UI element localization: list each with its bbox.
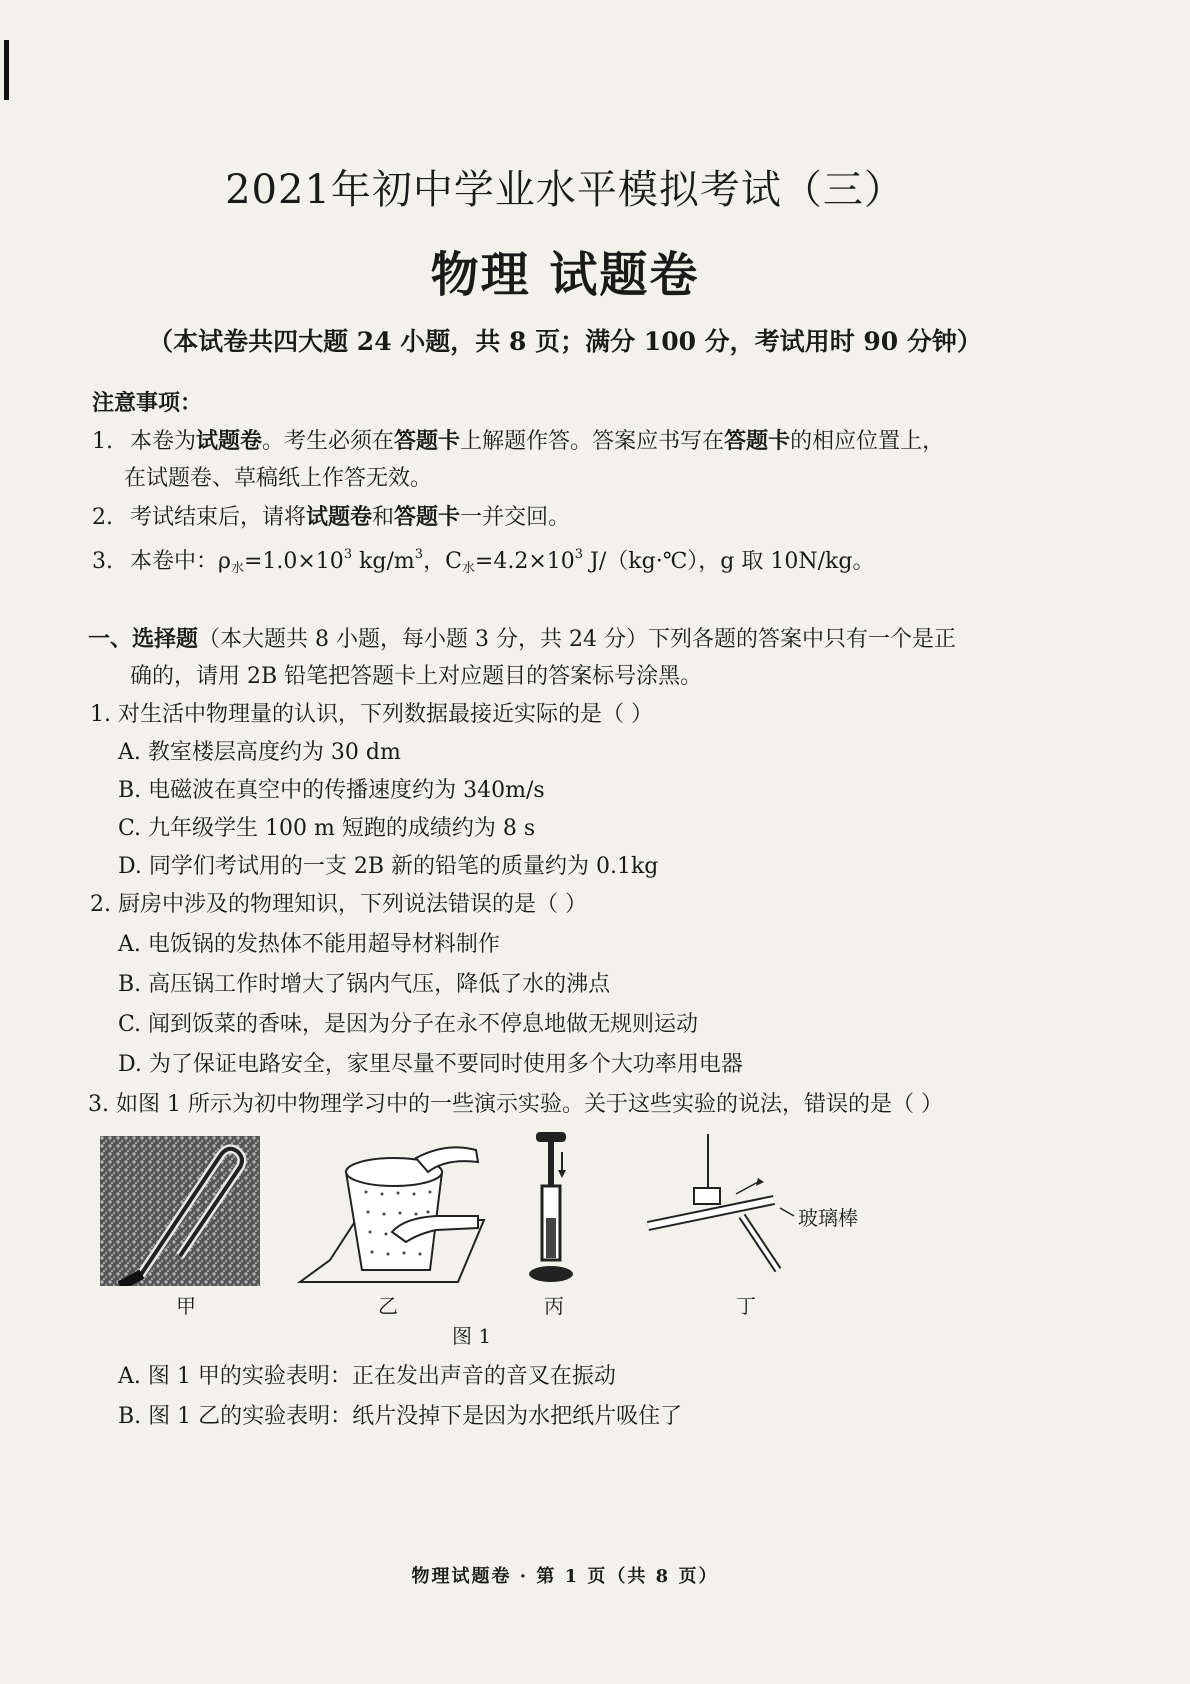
figure-jia-tuning-fork [100,1136,260,1286]
section-label: 一、选择题 [88,626,199,652]
figure-label-yi: 乙 [378,1294,398,1318]
figure-label-ding: 丁 [736,1294,756,1318]
question-2-option-c: C. 闻到饭菜的香味，是因为分子在永不停息地做无规则运动 [118,1012,699,1037]
note-text: 上解题作答。答案应书写在 [460,429,725,454]
note-text: =1.0×10 [243,549,344,574]
note-emphasis: 试题卷 [196,428,263,454]
note-text: ，C [423,549,462,574]
note-number: 1. [92,429,113,454]
figure-label-bing: 丙 [544,1294,564,1318]
note-text: kg/m [352,549,415,574]
exam-title: 2021年初中学业水平模拟考试（三） [225,167,905,213]
subscript: 水 [230,561,244,576]
note-emphasis: 试题卷 [306,504,373,530]
question-3-stem: 3. 如图 1 所示为初中物理学习中的一些演示实验。关于这些实验的说法，错误的是（ ） [88,1092,943,1117]
note-item-1-line-2: 在试题卷、草稿纸上作答无效。 [124,466,433,491]
note-text: 和 [372,505,395,530]
section-1-header [88,624,956,655]
question-2-option-d: D. 为了保证电路安全，家里尽量不要同时使用多个大功率用电器 [118,1052,743,1077]
subscript: 水 [461,561,475,576]
note-text: 本卷为 [130,429,197,454]
superscript: 3 [414,547,424,562]
section-desc: （本大题共 8 小题，每小题 3 分，共 24 分）下列各题的答案中只有一个是正 [198,627,956,652]
note-emphasis: 答题卡 [724,428,791,454]
question-1-stem: 1. 对生活中物理量的认识，下列数据最接近实际的是（ ） [90,702,653,727]
glass-rod-label: 玻璃棒 [798,1206,858,1230]
note-text: =4.2×10 [474,549,575,574]
note-emphasis: 答题卡 [394,428,461,454]
exam-info: （本试卷共四大题 24 小题，共 8 页；满分 100 分，考试用时 90 分钟） [148,327,982,356]
figure-bing-tube [522,1128,582,1288]
page-footer: 物理试题卷 · 第 1 页（共 8 页） [411,1566,719,1587]
subject-title: 物理 试题卷 [430,247,700,303]
superscript: 3 [574,547,584,562]
question-2-option-b: B. 高压锅工作时增大了锅内气压，降低了水的沸点 [118,972,611,997]
superscript: 3 [343,547,353,562]
question-1-option-b: B. 电磁波在真空中的传播速度约为 340m/s [118,778,545,803]
note-text: 的相应位置上， [790,429,945,454]
question-3-option-b: B. 图 1 乙的实验表明：纸片没掉下是因为水把纸片吸住了 [118,1404,683,1429]
note-text: J/（kg·℃），g 取 10N/kg。 [583,549,875,574]
figure-yi-cup-paper [296,1132,486,1292]
scan-edge-mark [4,40,9,100]
question-1-option-c: C. 九年级学生 100 m 短跑的成绩约为 8 s [118,816,536,841]
note-item-3 [92,540,874,584]
note-text: 一并交回。 [460,505,571,530]
notes-heading: 注意事项： [92,390,203,416]
figure-caption: 图 1 [452,1324,492,1348]
question-1-option-a: A. 教室楼层高度约为 30 dm [118,740,401,765]
question-3-option-a: A. 图 1 甲的实验表明：正在发出声音的音叉在振动 [118,1364,616,1389]
note-item-1 [92,426,944,457]
note-number: 3. [92,549,113,574]
section-1-desc-line-2: 确的，请用 2B 铅笔把答题卡上对应题目的答案标号涂黑。 [130,664,703,689]
question-2-option-a: A. 电饭锅的发热体不能用超导材料制作 [118,932,500,957]
question-2-stem: 2. 厨房中涉及的物理知识，下列说法错误的是（ ） [90,892,587,917]
note-text: 考试结束后，请将 [130,505,307,530]
note-item-2 [92,502,570,533]
question-1-option-d: D. 同学们考试用的一支 2B 新的铅笔的质量约为 0.1kg [118,854,659,879]
note-emphasis: 答题卡 [394,504,461,530]
note-text: 。考生必须在 [262,429,395,454]
figure-label-jia: 甲 [176,1294,196,1318]
note-text: 本卷中：ρ [130,549,231,574]
note-number: 2. [92,505,113,530]
